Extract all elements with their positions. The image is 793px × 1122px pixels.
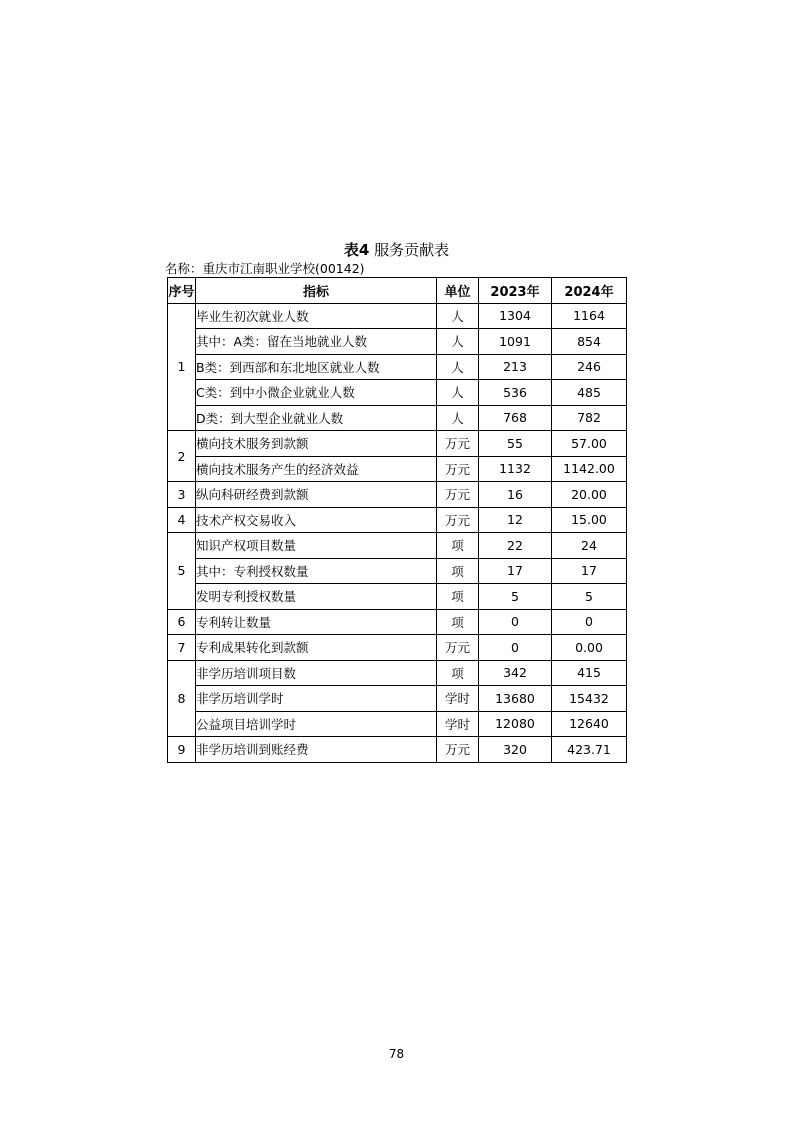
- row-2023: 55: [479, 431, 552, 457]
- row-2024: 1164: [552, 303, 627, 329]
- row-indicator: 非学历培训项目数: [196, 660, 437, 686]
- table-header-row: [168, 278, 627, 304]
- table-row: [168, 660, 627, 686]
- table-row: [168, 609, 627, 635]
- row-2024: 246: [552, 354, 627, 380]
- row-indicator: 横向技术服务产生的经济效益: [196, 456, 437, 482]
- table-row: [168, 431, 627, 457]
- row-2024: 854: [552, 329, 627, 355]
- row-2023: 0: [479, 609, 552, 635]
- page-number: 78: [388, 1047, 405, 1061]
- row-unit: 项: [437, 660, 479, 686]
- row-indicator: 发明专利授权数量: [196, 584, 437, 610]
- row-unit: 人: [437, 329, 479, 355]
- row-2023: 16: [479, 482, 552, 508]
- table-row: [168, 405, 627, 431]
- row-indicator: C类：到中小微企业就业人数: [196, 380, 437, 406]
- table-row: [168, 558, 627, 584]
- row-2024: 12640: [552, 711, 627, 737]
- row-no: 2: [168, 431, 196, 482]
- table-row: [168, 686, 627, 712]
- row-no: 8: [168, 660, 196, 737]
- unit-name: 名称：重庆市江南职业学校(00142): [165, 261, 365, 276]
- row-unit: 人: [437, 354, 479, 380]
- table-row: [168, 711, 627, 737]
- row-2023: 320: [479, 737, 552, 763]
- row-2023: 1132: [479, 456, 552, 482]
- row-unit: 万元: [437, 737, 479, 763]
- table-row: [168, 507, 627, 533]
- row-unit: 人: [437, 303, 479, 329]
- row-unit: 学时: [437, 686, 479, 712]
- row-2023: 13680: [479, 686, 552, 712]
- row-2024: 5: [552, 584, 627, 610]
- row-2023: 536: [479, 380, 552, 406]
- row-2024: 20.00: [552, 482, 627, 508]
- row-unit: 万元: [437, 431, 479, 457]
- row-no: 9: [168, 737, 196, 763]
- row-2024: 0.00: [552, 635, 627, 661]
- row-indicator: 技术产权交易收入: [196, 507, 437, 533]
- row-indicator: 公益项目培训学时: [196, 711, 437, 737]
- row-2023: 17: [479, 558, 552, 584]
- row-indicator: 专利成果转化到款额: [196, 635, 437, 661]
- row-2024: 485: [552, 380, 627, 406]
- row-unit: 项: [437, 558, 479, 584]
- row-indicator: 非学历培训到账经费: [196, 737, 437, 763]
- row-unit: 人: [437, 405, 479, 431]
- table-title-number: 4: [358, 241, 370, 259]
- row-2023: 213: [479, 354, 552, 380]
- row-2024: 423.71: [552, 737, 627, 763]
- row-unit: 项: [437, 584, 479, 610]
- table-title: [0, 239, 793, 261]
- row-2024: 57.00: [552, 431, 627, 457]
- table-row: [168, 329, 627, 355]
- table-row: [168, 456, 627, 482]
- row-2023: 768: [479, 405, 552, 431]
- row-indicator: 横向技术服务到款额: [196, 431, 437, 457]
- row-2024: 1142.00: [552, 456, 627, 482]
- row-indicator: 毕业生初次就业人数: [196, 303, 437, 329]
- row-indicator: 其中：专利授权数量: [196, 558, 437, 584]
- row-unit: 人: [437, 380, 479, 406]
- row-no: 7: [168, 635, 196, 661]
- table-row: [168, 635, 627, 661]
- row-unit: 万元: [437, 482, 479, 508]
- header-unit: 单位: [437, 278, 479, 304]
- row-2024: 782: [552, 405, 627, 431]
- row-2023: 0: [479, 635, 552, 661]
- table-row: [168, 482, 627, 508]
- row-no: 6: [168, 609, 196, 635]
- table-row: [168, 303, 627, 329]
- row-indicator: 其中：A类：留在当地就业人数: [196, 329, 437, 355]
- row-unit: 万元: [437, 456, 479, 482]
- table-row: [168, 354, 627, 380]
- row-unit: 项: [437, 533, 479, 559]
- row-2023: 1304: [479, 303, 552, 329]
- row-indicator: 非学历培训学时: [196, 686, 437, 712]
- row-2023: 342: [479, 660, 552, 686]
- header-no: 序号: [168, 278, 196, 304]
- row-2023: 5: [479, 584, 552, 610]
- row-no: 5: [168, 533, 196, 610]
- row-2024: 0: [552, 609, 627, 635]
- row-2024: 15432: [552, 686, 627, 712]
- row-2023: 12080: [479, 711, 552, 737]
- table-row: [168, 584, 627, 610]
- row-2023: 22: [479, 533, 552, 559]
- row-2024: 17: [552, 558, 627, 584]
- row-2023: 12: [479, 507, 552, 533]
- header-indicator: 指标: [196, 278, 437, 304]
- row-unit: 项: [437, 609, 479, 635]
- row-unit: 万元: [437, 635, 479, 661]
- table-row: [168, 533, 627, 559]
- row-indicator: 专利转让数量: [196, 609, 437, 635]
- row-indicator: 纵向科研经费到款额: [196, 482, 437, 508]
- header-2024: 2024年: [552, 278, 627, 304]
- row-unit: 万元: [437, 507, 479, 533]
- table-row: [168, 380, 627, 406]
- table-title-prefix: 表: [343, 241, 359, 259]
- row-2024: 415: [552, 660, 627, 686]
- service-contribution-table: [167, 277, 627, 763]
- row-indicator: D类：到大型企业就业人数: [196, 405, 437, 431]
- row-no: 1: [168, 303, 196, 431]
- row-no: 4: [168, 507, 196, 533]
- row-unit: 学时: [437, 711, 479, 737]
- row-indicator: 知识产权项目数量: [196, 533, 437, 559]
- table-title-text: 服务贡献表: [374, 241, 450, 259]
- row-2024: 24: [552, 533, 627, 559]
- row-2023: 1091: [479, 329, 552, 355]
- row-no: 3: [168, 482, 196, 508]
- header-2023: 2023年: [479, 278, 552, 304]
- row-2024: 15.00: [552, 507, 627, 533]
- table-row: [168, 737, 627, 763]
- row-indicator: B类：到西部和东北地区就业人数: [196, 354, 437, 380]
